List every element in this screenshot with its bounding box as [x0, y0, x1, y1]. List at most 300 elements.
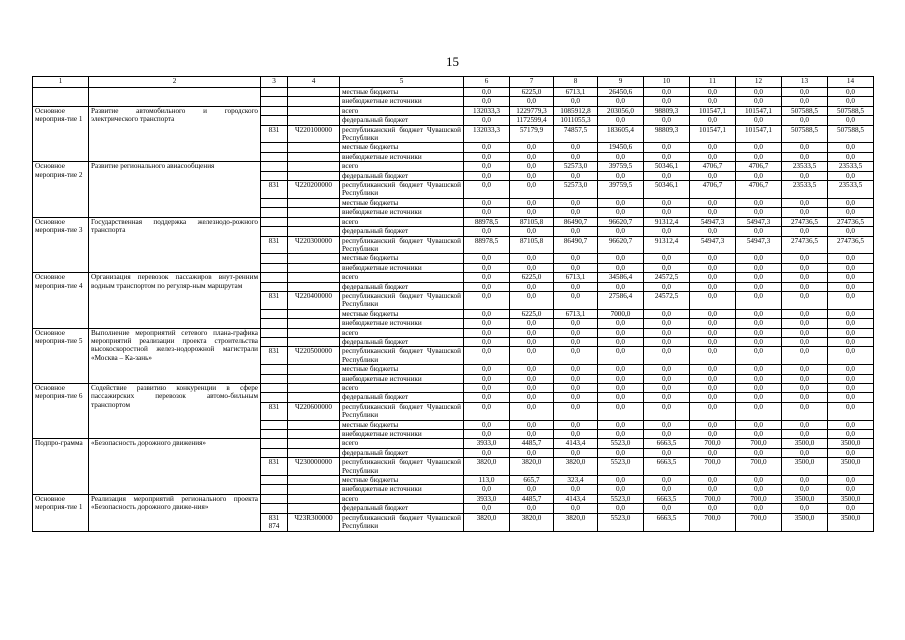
amount-cell: 1172599,4 [510, 116, 554, 125]
amount-cell: 101547,1 [690, 106, 736, 115]
amount-cell: 0,0 [736, 374, 782, 383]
budget-code [261, 476, 288, 485]
column-number-11: 11 [690, 77, 736, 88]
funding-source: федеральный бюджет [340, 282, 464, 291]
budget-code [261, 116, 288, 125]
budget-code [261, 254, 288, 263]
amount-cell: 0,0 [782, 227, 828, 236]
target-article-code [288, 504, 340, 513]
amount-cell: 700,0 [736, 439, 782, 448]
target-article-code [288, 448, 340, 457]
amount-cell: 5523,0 [598, 513, 644, 531]
funding-source: республиканский бюджет Чувашской Республики [340, 291, 464, 309]
amount-cell: 0,0 [554, 282, 598, 291]
funding-source: внебюджетные источники [340, 430, 464, 439]
amount-cell: 91312,4 [644, 236, 690, 254]
funding-source: местные бюджеты [340, 420, 464, 429]
amount-cell: 0,0 [736, 384, 782, 393]
amount-cell: 0,0 [644, 393, 690, 402]
amount-cell: 6663,5 [644, 439, 690, 448]
amount-cell: 96620,7 [598, 217, 644, 226]
amount-cell: 6663,5 [644, 494, 690, 503]
amount-cell: 0,0 [510, 448, 554, 457]
amount-cell: 274736,5 [828, 236, 874, 254]
target-article-code [288, 198, 340, 207]
amount-cell: 0,0 [598, 337, 644, 346]
amount-cell: 132033,3 [464, 125, 510, 143]
funding-source: внебюджетные источники [340, 319, 464, 328]
funding-source: федеральный бюджет [340, 393, 464, 402]
amount-cell: 0,0 [644, 208, 690, 217]
amount-cell: 23533,5 [828, 162, 874, 171]
amount-cell: 0,0 [554, 198, 598, 207]
amount-cell: 0,0 [554, 393, 598, 402]
table-row [33, 162, 874, 171]
funding-source: местные бюджеты [340, 476, 464, 485]
budget-code: 831 [261, 347, 288, 365]
amount-cell: 0,0 [644, 374, 690, 383]
funding-source: местные бюджеты [340, 309, 464, 318]
funding-source: местные бюджеты [340, 88, 464, 97]
amount-cell: 0,0 [690, 254, 736, 263]
amount-cell: 0,0 [736, 485, 782, 494]
amount-cell: 88978,5 [464, 217, 510, 226]
amount-cell: 0,0 [828, 97, 874, 106]
amount-cell: 54947,3 [736, 236, 782, 254]
funding-source: внебюджетные источники [340, 152, 464, 161]
amount-cell: 6225,0 [510, 88, 554, 97]
amount-cell: 0,0 [510, 402, 554, 420]
amount-cell: 0,0 [598, 393, 644, 402]
budget-code [261, 106, 288, 115]
budget-code [261, 227, 288, 236]
amount-cell: 0,0 [644, 319, 690, 328]
funding-source: республиканский бюджет Чувашской Республики [340, 347, 464, 365]
amount-cell: 0,0 [828, 263, 874, 272]
amount-cell: 6225,0 [510, 309, 554, 318]
target-article-code [288, 476, 340, 485]
funding-source: всего [340, 328, 464, 337]
amount-cell: 6713,1 [554, 273, 598, 282]
amount-cell: 0,0 [554, 374, 598, 383]
amount-cell: 0,0 [736, 254, 782, 263]
amount-cell: 0,0 [464, 384, 510, 393]
amount-cell: 0,0 [782, 448, 828, 457]
amount-cell: 700,0 [690, 458, 736, 476]
amount-cell: 0,0 [782, 273, 828, 282]
target-article-code [288, 263, 340, 272]
amount-cell: 3820,0 [464, 513, 510, 531]
funding-source: республиканский бюджет Чувашской Республики [340, 458, 464, 476]
amount-cell: 0,0 [736, 291, 782, 309]
target-article-code [288, 365, 340, 374]
amount-cell: 0,0 [690, 171, 736, 180]
amount-cell: 0,0 [736, 430, 782, 439]
amount-cell: 0,0 [464, 291, 510, 309]
amount-cell: 0,0 [690, 309, 736, 318]
amount-cell: 0,0 [782, 476, 828, 485]
amount-cell: 57179,9 [510, 125, 554, 143]
budget-code [261, 448, 288, 457]
table-row [33, 217, 874, 226]
amount-cell: 6663,5 [644, 458, 690, 476]
amount-cell: 0,0 [510, 347, 554, 365]
amount-cell: 0,0 [828, 198, 874, 207]
measure-label: Основное мероприя-тие 5 [33, 328, 89, 383]
amount-cell: 4706,7 [736, 162, 782, 171]
amount-cell: 4706,7 [690, 162, 736, 171]
budget-code [261, 152, 288, 161]
amount-cell: 0,0 [598, 374, 644, 383]
funding-source: всего [340, 439, 464, 448]
target-article-code [288, 374, 340, 383]
funding-source: республиканский бюджет Чувашской Республики [340, 236, 464, 254]
amount-cell: 0,0 [464, 97, 510, 106]
amount-cell: 1229779,3 [510, 106, 554, 115]
amount-cell: 101547,1 [690, 125, 736, 143]
amount-cell: 0,0 [828, 393, 874, 402]
amount-cell: 0,0 [554, 254, 598, 263]
amount-cell: 0,0 [464, 208, 510, 217]
amount-cell: 0,0 [510, 430, 554, 439]
amount-cell: 183605,4 [598, 125, 644, 143]
amount-cell: 0,0 [464, 198, 510, 207]
amount-cell: 0,0 [554, 504, 598, 513]
amount-cell: 0,0 [690, 430, 736, 439]
amount-cell: 0,0 [464, 227, 510, 236]
column-number-13: 13 [782, 77, 828, 88]
amount-cell: 0,0 [510, 504, 554, 513]
funding-source: федеральный бюджет [340, 227, 464, 236]
amount-cell: 507588,5 [828, 125, 874, 143]
amount-cell: 0,0 [464, 374, 510, 383]
amount-cell: 0,0 [598, 347, 644, 365]
budget-code [261, 439, 288, 448]
funding-source: местные бюджеты [340, 198, 464, 207]
column-number-6: 6 [464, 77, 510, 88]
amount-cell: 0,0 [690, 282, 736, 291]
funding-source: всего [340, 217, 464, 226]
amount-cell: 0,0 [828, 328, 874, 337]
amount-cell: 0,0 [644, 254, 690, 263]
amount-cell: 0,0 [554, 208, 598, 217]
amount-cell: 0,0 [554, 319, 598, 328]
amount-cell: 0,0 [828, 309, 874, 318]
amount-cell: 0,0 [510, 97, 554, 106]
amount-cell: 4485,7 [510, 439, 554, 448]
amount-cell: 3500,0 [782, 494, 828, 503]
amount-cell: 23533,5 [828, 181, 874, 199]
funding-source: федеральный бюджет [340, 337, 464, 346]
amount-cell: 0,0 [464, 402, 510, 420]
amount-cell: 0,0 [690, 97, 736, 106]
amount-cell: 0,0 [828, 448, 874, 457]
amount-cell: 4706,7 [736, 181, 782, 199]
amount-cell: 24572,5 [644, 273, 690, 282]
budget-code [261, 171, 288, 180]
amount-cell: 0,0 [736, 504, 782, 513]
amount-cell: 0,0 [554, 143, 598, 152]
target-article-code [288, 208, 340, 217]
amount-cell: 0,0 [510, 171, 554, 180]
amount-cell: 0,0 [690, 227, 736, 236]
amount-cell: 0,0 [690, 365, 736, 374]
column-number-2: 2 [89, 77, 261, 88]
amount-cell: 3820,0 [554, 513, 598, 531]
funding-source: республиканский бюджет Чувашской Республики [340, 513, 464, 531]
amount-cell: 0,0 [464, 273, 510, 282]
amount-cell: 34586,4 [598, 273, 644, 282]
amount-cell: 0,0 [828, 171, 874, 180]
amount-cell: 3500,0 [828, 494, 874, 503]
amount-cell: 0,0 [598, 116, 644, 125]
amount-cell: 0,0 [690, 393, 736, 402]
funding-source: федеральный бюджет [340, 116, 464, 125]
amount-cell: 0,0 [690, 402, 736, 420]
measure-title: Организация перевозок пассажиров внут-ренним водным транспортом по регуляр-ным маршрутам [89, 273, 261, 328]
amount-cell: 0,0 [736, 393, 782, 402]
amount-cell: 3500,0 [782, 458, 828, 476]
budget-code: 831 [261, 402, 288, 420]
budget-code [261, 263, 288, 272]
amount-cell: 0,0 [464, 328, 510, 337]
table-body [33, 88, 874, 532]
amount-cell: 0,0 [644, 282, 690, 291]
column-number-10: 10 [644, 77, 690, 88]
amount-cell: 0,0 [690, 337, 736, 346]
measure-label: Основное мероприя-тие 3 [33, 217, 89, 272]
table-row [33, 494, 874, 503]
amount-cell: 0,0 [598, 319, 644, 328]
amount-cell: 0,0 [690, 319, 736, 328]
column-number-3: 3 [261, 77, 288, 88]
amount-cell: 0,0 [782, 263, 828, 272]
amount-cell: 0,0 [464, 171, 510, 180]
amount-cell: 0,0 [828, 420, 874, 429]
amount-cell: 0,0 [554, 365, 598, 374]
amount-cell: 0,0 [828, 347, 874, 365]
amount-cell: 0,0 [510, 263, 554, 272]
amount-cell: 0,0 [510, 384, 554, 393]
target-article-code: Ч220600000 [288, 402, 340, 420]
amount-cell: 700,0 [736, 494, 782, 503]
amount-cell: 50346,1 [644, 181, 690, 199]
column-number-5: 5 [340, 77, 464, 88]
table-row [33, 273, 874, 282]
amount-cell: 274736,5 [828, 217, 874, 226]
amount-cell: 0,0 [464, 347, 510, 365]
amount-cell: 0,0 [554, 227, 598, 236]
funding-source: республиканский бюджет Чувашской Республики [340, 402, 464, 420]
amount-cell: 0,0 [782, 198, 828, 207]
measure-label [33, 88, 89, 107]
amount-cell: 0,0 [644, 448, 690, 457]
funding-source: всего [340, 106, 464, 115]
budget-code: 831 [261, 181, 288, 199]
amount-cell: 0,0 [690, 384, 736, 393]
amount-cell: 0,0 [598, 448, 644, 457]
amount-cell: 91312,4 [644, 217, 690, 226]
amount-cell: 3820,0 [510, 458, 554, 476]
amount-cell: 3500,0 [828, 513, 874, 531]
budget-code [261, 393, 288, 402]
amount-cell: 0,0 [782, 420, 828, 429]
funding-source: всего [340, 273, 464, 282]
measure-title: Развитие автомобильного и городского электрического транспорта [89, 106, 261, 161]
amount-cell: 0,0 [510, 393, 554, 402]
amount-cell: 0,0 [690, 476, 736, 485]
budget-code [261, 162, 288, 171]
amount-cell: 101547,1 [736, 125, 782, 143]
table-row [33, 328, 874, 337]
amount-cell: 0,0 [690, 273, 736, 282]
amount-cell: 74857,5 [554, 125, 598, 143]
amount-cell: 0,0 [782, 504, 828, 513]
budget-code [261, 198, 288, 207]
amount-cell: 0,0 [644, 485, 690, 494]
target-article-code: Ч230000000 [288, 458, 340, 476]
measure-title: «Безопасность дорожного движения» [89, 439, 261, 494]
amount-cell: 50346,1 [644, 162, 690, 171]
amount-cell: 52573,0 [554, 162, 598, 171]
target-article-code: Ч220300000 [288, 236, 340, 254]
amount-cell: 0,0 [554, 97, 598, 106]
amount-cell: 3933,0 [464, 439, 510, 448]
measure-title: Государственная поддержка железнодо-рожного транспорта [89, 217, 261, 272]
amount-cell: 0,0 [736, 476, 782, 485]
amount-cell: 0,0 [510, 319, 554, 328]
amount-cell: 87105,8 [510, 236, 554, 254]
amount-cell: 0,0 [782, 309, 828, 318]
amount-cell: 88978,5 [464, 236, 510, 254]
amount-cell: 0,0 [598, 420, 644, 429]
amount-cell: 0,0 [464, 309, 510, 318]
amount-cell: 0,0 [598, 263, 644, 272]
column-number-14: 14 [828, 77, 874, 88]
amount-cell: 0,0 [690, 198, 736, 207]
target-article-code [288, 116, 340, 125]
funding-source: всего [340, 384, 464, 393]
measure-label: Основное мероприя-тие 1 [33, 106, 89, 161]
amount-cell: 0,0 [828, 402, 874, 420]
amount-cell: 0,0 [828, 504, 874, 513]
amount-cell: 700,0 [690, 494, 736, 503]
budget-code [261, 309, 288, 318]
measure-title: Выполнение мероприятий сетевого плана-графика мероприятий реализации проекта строительства высокоскоростной желез-нодорожной магистрали «Москва – Ка-зань» [89, 328, 261, 383]
amount-cell: 0,0 [690, 116, 736, 125]
funding-source: внебюджетные источники [340, 485, 464, 494]
target-article-code [288, 217, 340, 226]
target-article-code [288, 420, 340, 429]
amount-cell: 0,0 [598, 365, 644, 374]
amount-cell: 0,0 [736, 309, 782, 318]
amount-cell: 0,0 [510, 328, 554, 337]
target-article-code [288, 143, 340, 152]
amount-cell: 0,0 [828, 208, 874, 217]
budget-code [261, 430, 288, 439]
amount-cell: 0,0 [644, 88, 690, 97]
measure-label: Основное мероприя-тие 1 [33, 494, 89, 531]
amount-cell: 0,0 [690, 263, 736, 272]
funding-source: всего [340, 494, 464, 503]
amount-cell: 0,0 [782, 374, 828, 383]
amount-cell: 0,0 [782, 365, 828, 374]
amount-cell: 0,0 [736, 365, 782, 374]
budget-code: 831 [261, 458, 288, 476]
amount-cell: 0,0 [644, 430, 690, 439]
amount-cell: 0,0 [736, 208, 782, 217]
amount-cell: 0,0 [644, 198, 690, 207]
amount-cell: 0,0 [736, 273, 782, 282]
amount-cell: 0,0 [510, 181, 554, 199]
measure-title [89, 88, 261, 107]
amount-cell: 0,0 [510, 365, 554, 374]
amount-cell: 274736,5 [782, 236, 828, 254]
amount-cell: 0,0 [464, 430, 510, 439]
amount-cell: 0,0 [644, 152, 690, 161]
amount-cell: 0,0 [464, 448, 510, 457]
column-number-row [33, 77, 874, 88]
amount-cell: 0,0 [644, 402, 690, 420]
target-article-code [288, 384, 340, 393]
amount-cell: 54947,3 [736, 217, 782, 226]
amount-cell: 0,0 [598, 328, 644, 337]
amount-cell: 0,0 [598, 504, 644, 513]
amount-cell: 0,0 [510, 227, 554, 236]
target-article-code: Ч220200000 [288, 181, 340, 199]
measure-title: Содействие развитию конкуренции в сфере пассажирских перевозок автомо-бильным транспортом [89, 384, 261, 439]
amount-cell: 0,0 [644, 227, 690, 236]
amount-cell: 6713,1 [554, 309, 598, 318]
amount-cell: 98809,3 [644, 125, 690, 143]
amount-cell: 0,0 [690, 291, 736, 309]
column-number-8: 8 [554, 77, 598, 88]
budget-code [261, 97, 288, 106]
amount-cell: 0,0 [828, 476, 874, 485]
target-article-code [288, 328, 340, 337]
amount-cell: 0,0 [736, 116, 782, 125]
amount-cell: 0,0 [782, 347, 828, 365]
amount-cell: 0,0 [644, 476, 690, 485]
table-row [33, 106, 874, 115]
budget-code [261, 282, 288, 291]
amount-cell: 23533,5 [782, 181, 828, 199]
amount-cell: 0,0 [782, 152, 828, 161]
amount-cell: 0,0 [782, 116, 828, 125]
amount-cell: 0,0 [736, 448, 782, 457]
column-number-9: 9 [598, 77, 644, 88]
column-number-4: 4 [288, 77, 340, 88]
amount-cell: 0,0 [828, 273, 874, 282]
amount-cell: 113,0 [464, 476, 510, 485]
amount-cell: 0,0 [782, 384, 828, 393]
amount-cell: 0,0 [598, 208, 644, 217]
budget-code [261, 337, 288, 346]
amount-cell: 0,0 [510, 420, 554, 429]
amount-cell: 0,0 [736, 198, 782, 207]
amount-cell: 0,0 [644, 337, 690, 346]
amount-cell: 0,0 [736, 319, 782, 328]
target-article-code: Ч220500000 [288, 347, 340, 365]
amount-cell: 0,0 [782, 171, 828, 180]
amount-cell: 0,0 [782, 430, 828, 439]
target-article-code [288, 309, 340, 318]
amount-cell: 39759,5 [598, 162, 644, 171]
budget-code [261, 217, 288, 226]
target-article-code [288, 282, 340, 291]
amount-cell: 98809,3 [644, 106, 690, 115]
amount-cell: 0,0 [464, 420, 510, 429]
